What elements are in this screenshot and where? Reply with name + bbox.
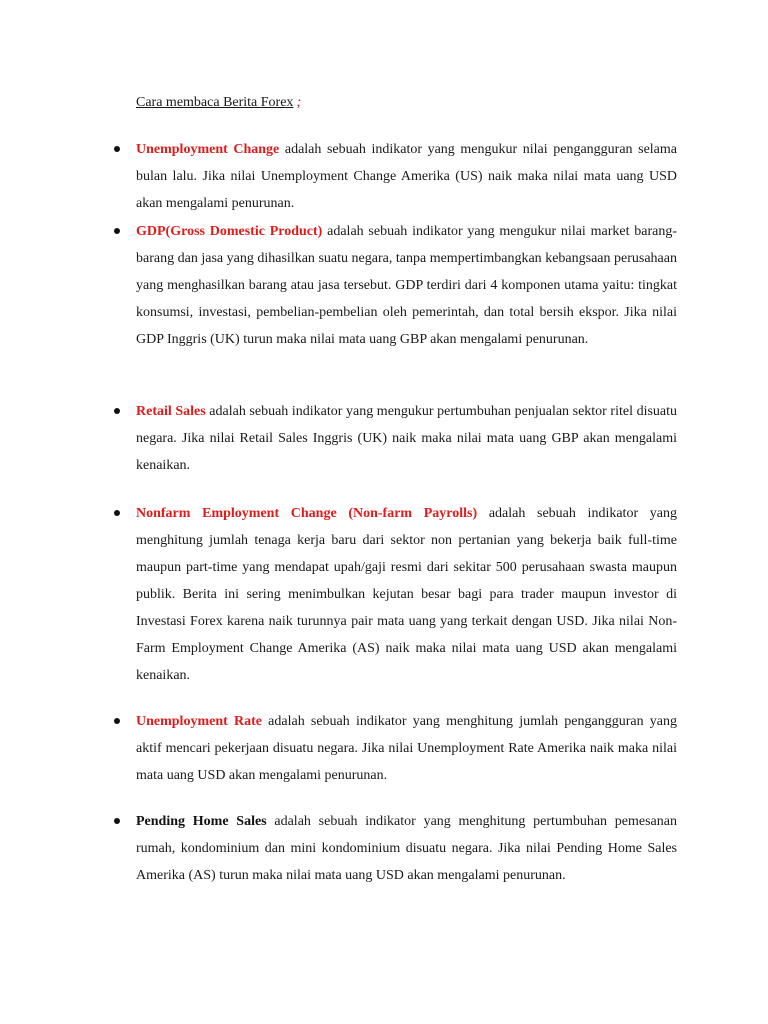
term-label: Nonfarm Employment Change (Non-farm Payrolls) — [136, 506, 478, 521]
heading-suffix: ; — [296, 95, 302, 110]
bullet-icon — [114, 228, 120, 234]
bullet-icon — [114, 408, 120, 414]
term-label: Retail Sales — [136, 404, 206, 419]
bullet-icon — [114, 510, 120, 516]
document-heading — [136, 92, 301, 114]
term-label: Unemployment Change — [136, 142, 280, 157]
list-item-unemployment-change — [136, 136, 677, 217]
list-item-unemployment-rate — [136, 708, 677, 789]
term-description: adalah sebuah indikator yang mengukur nilai market barang-barang dan jasa yang dihasilkan suatu negara, tanpa mempertimbangkan kebangsaan perusahaan yang menghasilkan barang atau jasa tersebut. GDP terdiri dari 4 komponen utama yaitu: tingkat konsumsi, investasi, pembelian-pembelian oleh pemerintah, dan total bersih ekspor. Jika nilai GDP Inggris (UK) turun maka nilai mata uang GBP akan mengalami penurunan. — [136, 224, 677, 347]
term-label: GDP(Gross Domestic Product) — [136, 224, 323, 239]
bullet-icon — [114, 146, 120, 152]
list-item-nonfarm-employment-change — [136, 500, 677, 689]
list-item-gdp — [136, 218, 677, 353]
list-item-pending-home-sales — [136, 808, 677, 889]
list-item-retail-sales — [136, 398, 677, 479]
heading-title: Cara membaca Berita Forex — [136, 95, 294, 110]
term-label: Unemployment Rate — [136, 714, 262, 729]
bullet-icon — [114, 818, 120, 824]
bullet-icon — [114, 718, 120, 724]
term-description: adalah sebuah indikator yang mengukur pertumbuhan penjualan sektor ritel disuatu negara. Jika nilai Retail Sales Inggris (UK) naik maka nilai mata uang GBP akan mengalami kenaikan. — [136, 404, 678, 473]
term-label: Pending Home Sales — [136, 814, 267, 829]
term-description: adalah sebuah indikator yang menghitung jumlah pengangguran yang aktif mencari pekerjaan disuatu negara. Jika nilai Unemployment Rate Amerika naik maka nilai mata uang USD akan mengalami penurunan. — [136, 714, 678, 783]
term-description: adalah sebuah indikator yang menghitung jumlah tenaga kerja baru dari sektor non pertanian yang bekerja baik full-time maupun part-time yang mendapat upah/gaji resmi dari sekitar 500 perusahaan swasta maupun publik. Berita ini sering menimbulkan kejutan besar bagi para trader maupun investor di Investasi Forex karena naik turunnya pair mata uang yang terkait dengan USD. Jika nilai Non-Farm Employment Change Amerika (AS) naik maka nilai mata uang USD akan mengalami kenaikan. — [136, 506, 677, 683]
term-description: adalah sebuah indikator yang mengukur nilai pengangguran selama bulan lalu. Jika nilai Unemployment Change Amerika (US) naik maka nilai mata uang USD akan mengalami penurunan. — [136, 142, 677, 211]
term-description: adalah sebuah indikator yang menghitung pertumbuhan pemesanan rumah, kondominium dan mini kondominium disuatu negara. Jika nilai Pending Home Sales Amerika (AS) turun maka nilai mata uang USD akan mengalami penurunan. — [136, 814, 677, 883]
